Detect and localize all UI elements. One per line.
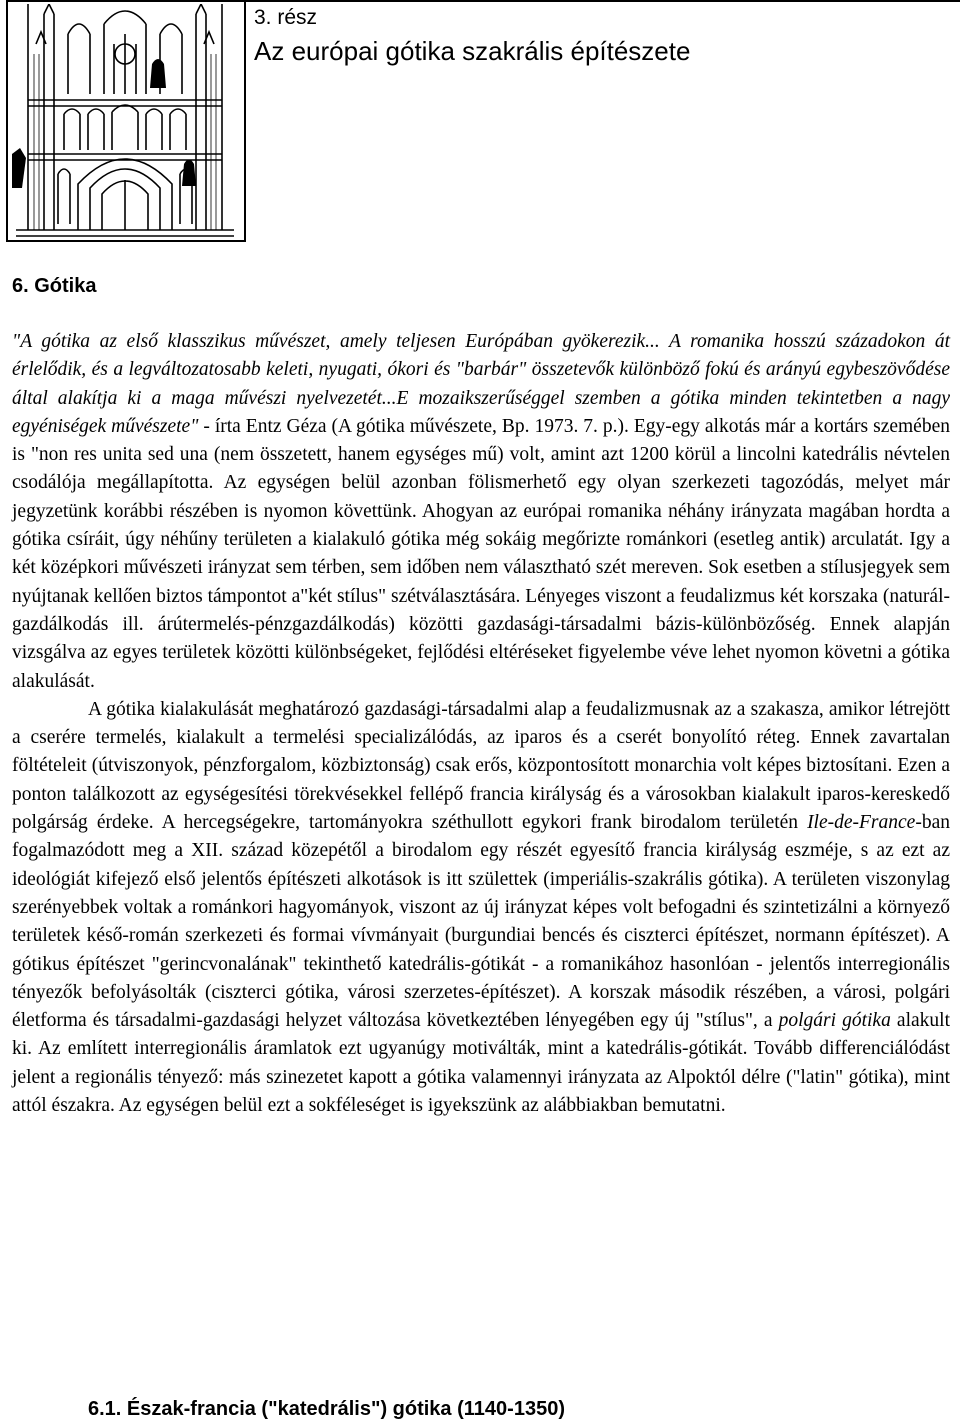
paragraph-text: -ban fogalmazódott meg a XII. század közepétől a birodalom egy részét egyesítő francia királyság eszméje, s az ezt az ideológiát kifejező első jelentős építészeti alkotások is itt születtek (imperiális-szakrális gótika). A területen viszonylag szerényebbek voltak a románkori hagyományok, viszont az új irányzat képes volt befogadni és szintetizálni a környező területek késő-román szerkezeti és formai vívmányait (burgundiai bencés és ciszterci építészet, normann építészet). A gótikus építészet "gerincvonalának" tekinthető katedrális-gótikát - a romanikához hasonlóan - jelentős interregionális tényezők befolyásolták (ciszterci gótika, városi szerzetes-építészet). A korszak második részében, a városi, polgári életforma és társadalmi-gazdasági helyzet változása következtében lényegében egy új "stílus", a [12,812,950,1032]
italic-term: Ile-de-France [807,812,916,834]
frame-bottom-rule [6,240,246,242]
paragraph-text: - írta Entz Géza (A gótika művészete, Bp. 1973. 7. p.). Egy-egy alkotás már a kortárs szemében is "non res unita sed una (nem összetett, hanem egységes mű) volt, amint azt 1200 körül a lincolni katedrális névtelen csodálója megállapította. Az egységen belül azonban fölismerhető egy olyan szerkezeti tagozódás, melyet már jegyzetünk korábbi részében is nyomon követtünk. Ahogyan az európai romanika néhány irányzata magában hordta a gótika csíráit, úgy néhűny területen a kialakuló gótika még sokáig megőrizte románkori (esetleg antik) arculatát. Igy a két középkori művészeti irányzat sem térben, sem időben nem választható szét mereven. Sok esetben a stílusjegyek sem nyújtanak kellően biztos támpontot a"két stílus" szétválasztására. Lényeges viszont a feudalizmus két korszaka (naturál-gazdálkodás ill. árútermelés-pénzgazdálkodás) közötti gazdasági-társadalmi bázis-különbözőség. Ennek alapján vizsgálva az egyes területek közötti különbségeket, fejlődési eltéréseket figyelembe véve lehet nyomon követni a gótika alakulását. [12,415,950,692]
subsection-heading: 6.1. Észak-francia ("katedrális") gótika (1140-1350) [88,1398,565,1420]
gothic-cathedral-facade-drawing-icon [8,4,242,240]
paragraph [12,696,950,1120]
body-text [12,328,950,1120]
quotation: "A gótika az első klasszikus művészet, amely teljesen Európában gyökerezik... A romanika hosszú századokon át érlelődik, és a legváltozatosabb keleti, nyugati, ókori és "barbár" összetevők különböző fokú és arányú egybeszövődése által alakítja ki a maga művészi nyelvezetét...E mozaikszerűséggel szemben a gótika minden tekintetben a nagy egyéniségek művészete" [12,331,950,437]
part-title: Az európai gótika szakrális építészete [254,36,691,66]
frame-top-rule [6,0,960,2]
italic-term: polgári gótika [778,1010,891,1032]
frame-divider-rule [244,0,246,242]
paragraph [12,328,950,696]
part-number: 3. rész [254,6,318,29]
section-heading: 6. Gótika [12,275,97,297]
paragraph-text: A gótika kialakulását meghatározó gazdasági-társadalmi alap a feudalizmusnak az a szakasza, amikor létrejött a cserére termelés, kialakult a termelési specializálódás, az iparos és a cserét bonyolító réteg. Ennek zavartalan föltételeit (útviszonyok, pénzforgalom, közbiztonság) csak erős, központosított monarchia volt képes biztosítani. Ezen a ponton találkozott az egységesítési törekvésekkel fellépő francia királyság és a városokban kialakult iparos-kereskedő polgárság érdeke. A hercegségekre, tartományokra széthullott egykori frank birodalom területén [12,698,950,834]
paragraph-text: alakult ki. Az említett interregionális áramlatok ezt ugyanúgy motiválták, mint a katedrális-gótikát. Tovább differenciálódást jelent a regionális tényező: más szinezetet kapott a gótika valamennyi irányzata az Alpoktól délre ("latin" gótika), mint attól északra. Az egységen belül ezt a sokféleséget is igyekszünk az alábbiakban bemutatni. [12,1010,950,1117]
